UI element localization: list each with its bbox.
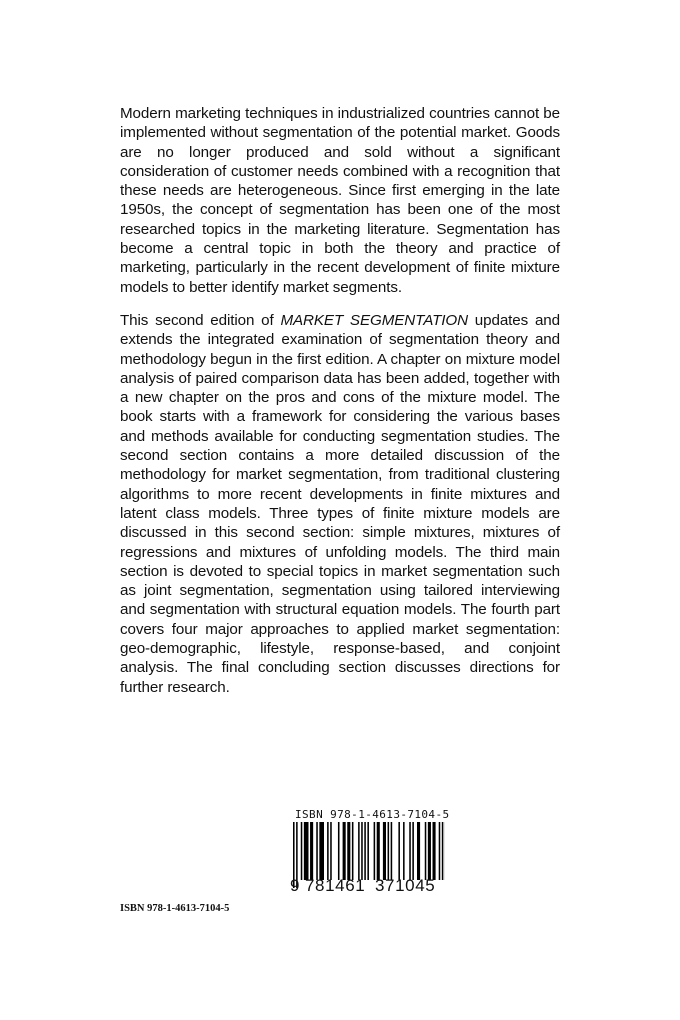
barcode-bar (383, 822, 386, 880)
barcode-bar (398, 822, 400, 880)
barcode-bar (425, 822, 427, 880)
barcode-bar (442, 822, 444, 880)
barcode-bar (352, 822, 354, 880)
barcode-bar (338, 822, 340, 880)
barcode-bar (374, 822, 376, 880)
barcode-bar (330, 822, 332, 880)
barcode-bar (388, 822, 390, 880)
barcode-bar (367, 822, 369, 880)
barcode-bar (310, 822, 313, 880)
paragraph-2-lead: This second edition of (120, 312, 281, 329)
barcode-bar (439, 822, 441, 880)
barcode-bar (316, 822, 318, 880)
barcode-bar (301, 822, 303, 880)
barcode-digits-group-1: 781461 (305, 876, 366, 895)
barcode-bar (428, 822, 431, 880)
barcode-bar (364, 822, 366, 880)
isbn-footer: ISBN 978-1-4613-7104-5 (120, 903, 230, 914)
paragraph-2-rest: updates and extends the integrated examination of segmentation theory and methodology begun in the first edition. A chapter on mixture model analysis of paired comparison data has been added, together with a new chapter on the pros and cons of the mixture model. The book starts with a framework for considering the various bases and methods available for conducting segmentation studies. The second section contains a more detailed discussion of the methodology for market segmentation, from traditional clustering algorithms to more recent developments in finite mixtures and latent class models. Three types of finite mixture models are discussed in this second section: simple mixtures, mixtures of regressions and mixtures of unfolding models. The third main section is devoted to special topics in market segmentation such as joint segmentation, segmentation using tailored interviewing and segmentation with structural equation models. The fourth part covers four major approaches to applied market segmentation: geo-demographic, lifestyle, response-based, and conjoint analysis. The final concluding section discusses directions for further research. (120, 312, 560, 696)
barcode-bar (391, 822, 393, 880)
barcode-bar (358, 822, 360, 880)
barcode-digit-first: 9 (290, 876, 300, 895)
barcode-bar (409, 822, 411, 880)
barcode-bar (403, 822, 405, 880)
barcode-bar (433, 822, 436, 880)
barcode-bar (377, 822, 380, 880)
barcode-bar (417, 822, 420, 880)
barcode-bar (319, 822, 324, 880)
barcode-digits-group-2: 371045 (375, 876, 436, 895)
description-paragraph-2 (120, 311, 560, 697)
barcode-bar (347, 822, 350, 880)
barcode-bar (412, 822, 414, 880)
book-title: MARKET SEGMENTATION (280, 312, 468, 329)
description-paragraph-1: Modern marketing techniques in industrialized countries cannot be implemented without segmentation of the potential market. Goods are no longer produced and sold without a significant consideration of customer needs combined with a recognition that these needs are heterogeneous. Since first emerging in the late 1950s, the concept of segmentation has been one of the most researched topics in the marketing literature. Segmentation has become a central topic in both the theory and practice of marketing, particularly in the recent development of finite mixture models to better identify market segments. (120, 105, 560, 296)
barcode-isbn-label: ISBN 978-1-4613-7104-5 (295, 808, 450, 821)
barcode-bar (327, 822, 329, 880)
barcode-bar (361, 822, 363, 880)
barcode-bar (343, 822, 346, 880)
barcode-bar (304, 822, 309, 880)
